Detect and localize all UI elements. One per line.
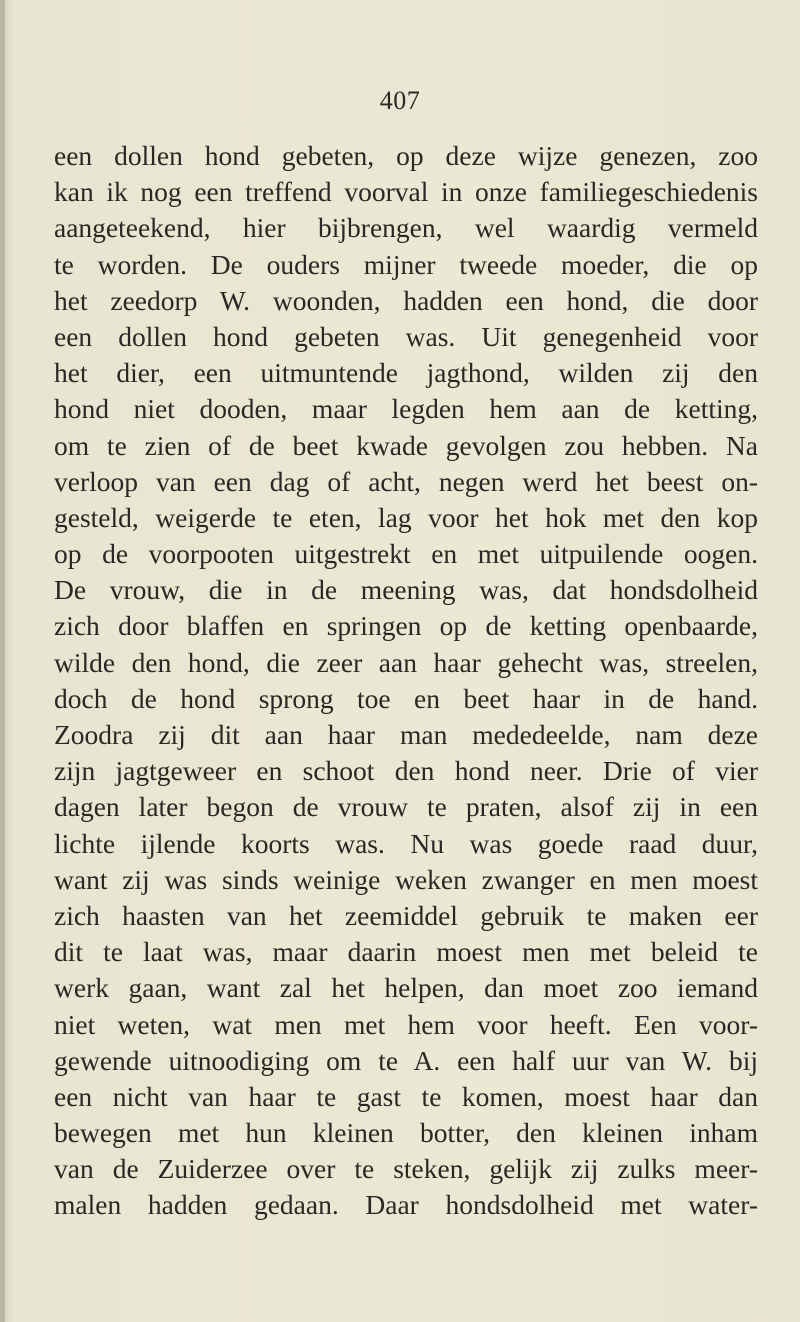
text-line: hond niet dooden, maar legden hem aan de ketting, [54, 393, 758, 425]
page-number: 407 [379, 86, 421, 115]
page-edge-shadow [0, 0, 5, 1322]
text-line: dagen later begon de vrouw te praten, alsof zij in een [54, 791, 758, 823]
text-line: een dollen hond gebeten was. Uit genegenheid voor [54, 320, 758, 352]
text-line: gesteld, weigerde te eten, lag voor het hok met den kop [54, 501, 758, 533]
text-line: een dollen hond gebeten, op deze wijze genezen, zoo [54, 140, 758, 171]
text-line: een nicht van haar te gast te komen, moest haar dan [54, 1080, 758, 1112]
text-line: het zeedorp W. woonden, hadden een hond, die door [54, 284, 758, 316]
text-line: dit te laat was, maar daarin moest men met beleid te [54, 936, 758, 968]
text-line: werk gaan, want zal het helpen, dan moet zoo iemand [54, 972, 758, 1004]
text-line: doch de hond sprong toe en beet haar in de hand. [54, 682, 758, 714]
text-line: De vrouw, die in de meening was, dat hondsdolheid [54, 574, 758, 606]
text-line: want zij was sinds weinige weken zwanger en men moest [54, 863, 758, 895]
text-line: Zoodra zij dit aan haar man mededeelde, nam deze [54, 719, 758, 750]
text-line: zich haasten van het zeemiddel gebruik te maken eer [54, 899, 758, 931]
text-line: zijn jagtgeweer en schoot den hond neer. Drie of vier [54, 755, 758, 787]
text-line: malen hadden gedaan. Daar hondsdolheid met water- [54, 1189, 758, 1221]
text-line: gewende uitnoodiging om te A. een half uur van W. bij [54, 1044, 758, 1076]
text-line: van de Zuiderzee over te steken, gelijk zij zulks meer- [54, 1153, 758, 1185]
text-line: het dier, een uitmuntende jagthond, wilden zij den [54, 357, 758, 389]
text-line: verloop van een dag of acht, negen werd het beest on- [54, 465, 758, 497]
text-line: niet weten, wat men met hem voor heeft. Een voor- [54, 1008, 758, 1040]
body-text [54, 138, 758, 1224]
text-line: bewegen met hun kleinen botter, den kleinen inham [54, 1117, 758, 1149]
text-line: aangeteekend, hier bijbrengen, wel waardig vermeld [54, 212, 758, 244]
text-line: zich door blaffen en springen op de ketting openbaarde, [54, 610, 758, 642]
text-line: te worden. De ouders mijner tweede moeder, die op [54, 248, 758, 280]
text-line: op de voorpooten uitgestrekt en met uitpuilende oogen. [54, 538, 758, 570]
text-line: kan ik nog een treffend voorval in onze familiegeschiedenis [54, 176, 758, 208]
text-line: lichte ijlende koorts was. Nu was goede raad duur, [54, 827, 758, 859]
text-line: om te zien of de beet kwade gevolgen zou hebben. Na [54, 429, 758, 461]
text-line: wilde den hond, die zeer aan haar gehecht was, streelen, [54, 646, 758, 678]
